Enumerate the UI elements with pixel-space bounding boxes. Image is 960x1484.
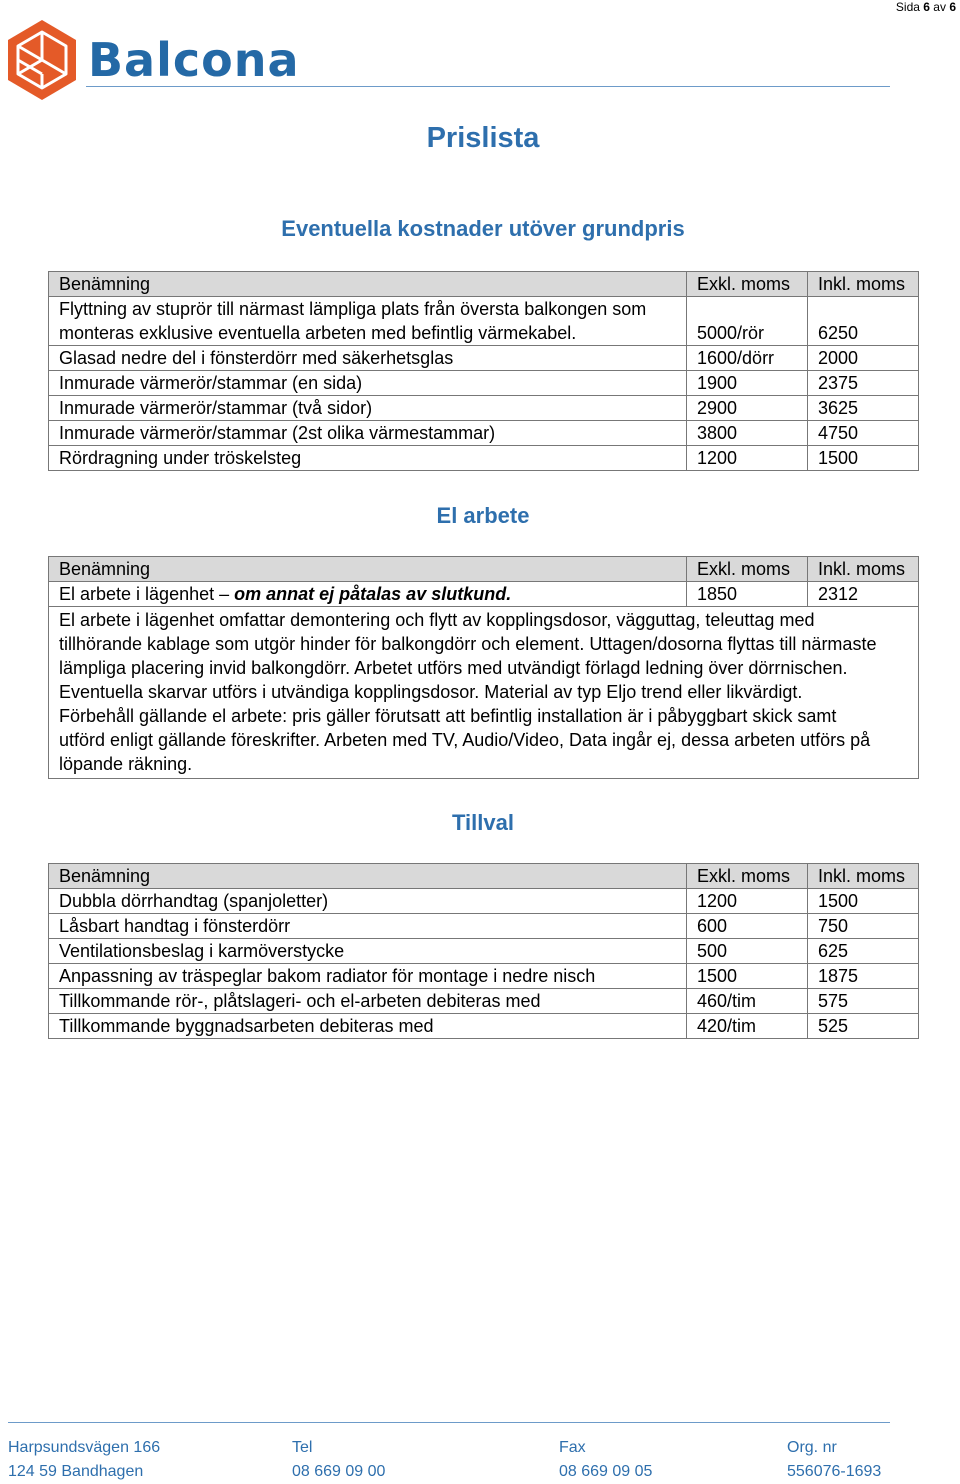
footer-fax-value: 08 669 09 05 — [559, 1463, 653, 1480]
page-title: Prislista — [426, 122, 540, 154]
header-cell-name: Benämning — [49, 557, 687, 582]
row-exkl: 5000/rör — [687, 297, 808, 346]
row-exkl: 1500 — [687, 964, 808, 989]
balcona-logo-icon — [6, 18, 78, 102]
footer-address-line2: 124 59 Bandhagen — [8, 1463, 144, 1480]
row-inkl: 2375 — [808, 371, 919, 396]
table-header-row — [49, 272, 919, 297]
row-exkl: 500 — [687, 939, 808, 964]
table-row — [49, 964, 919, 989]
table-row — [49, 297, 919, 346]
row-inkl: 525 — [808, 1014, 919, 1039]
footer-tel-label: Tel — [292, 1439, 313, 1456]
row-inkl: 3625 — [808, 396, 919, 421]
row-name: Låsbart handtag i fönsterdörr — [49, 914, 687, 939]
header-cell-inkl: Inkl. moms — [808, 272, 919, 297]
header-cell-name: Benämning — [49, 272, 687, 297]
footer-address — [8, 1436, 160, 1484]
header-cell-inkl: Inkl. moms — [808, 864, 919, 889]
footer-divider — [8, 1422, 890, 1423]
row-inkl: 2000 — [808, 346, 919, 371]
row-exkl: 1200 — [687, 889, 808, 914]
row-name: Glasad nedre del i fönsterdörr med säkerhetsglas — [49, 346, 687, 371]
row-name: Inmurade värmerör/stammar (2st olika värmestammar) — [49, 421, 687, 446]
header-cell-exkl: Exkl. moms — [687, 272, 808, 297]
table-row — [49, 446, 919, 471]
page-number-prefix: Sida — [895, 0, 924, 14]
footer-org-label: Org. nr — [787, 1439, 837, 1456]
row-inkl: 4750 — [808, 421, 919, 446]
table-row — [49, 582, 919, 607]
row-name: Dubbla dörrhandtag (spanjoletter) — [49, 889, 687, 914]
row-inkl: 6250 — [808, 297, 919, 346]
table-row — [49, 396, 919, 421]
row-name: Tillkommande rör-, plåtslageri- och el-arbeten debiteras med — [49, 989, 687, 1014]
header-cell-name: Benämning — [49, 864, 687, 889]
table-row — [49, 421, 919, 446]
footer-fax — [559, 1436, 652, 1484]
row-exkl: 1850 — [687, 582, 808, 607]
footer-tel-value: 08 669 09 00 — [292, 1463, 386, 1480]
row-inkl: 750 — [808, 914, 919, 939]
row-name: Inmurade värmerör/stammar (en sida) — [49, 371, 687, 396]
table-header-row — [49, 864, 919, 889]
table-row — [49, 346, 919, 371]
row-inkl: 2312 — [808, 582, 919, 607]
header-divider — [86, 86, 890, 87]
footer-org — [787, 1436, 881, 1484]
table-row — [49, 889, 919, 914]
row-exkl: 3800 — [687, 421, 808, 446]
row-name: Ventilationsbeslag i karmöverstycke — [49, 939, 687, 964]
row-inkl: 1500 — [808, 446, 919, 471]
page-number-sep: av — [929, 0, 950, 14]
row-exkl: 1200 — [687, 446, 808, 471]
header-cell-exkl: Exkl. moms — [687, 864, 808, 889]
section-heading-tillval: Tillval — [452, 810, 514, 835]
page-number — [896, 0, 956, 14]
footer-address-line1: Harpsundsvägen 166 — [8, 1439, 161, 1456]
row-inkl: 1875 — [808, 964, 919, 989]
row-name: Tillkommande byggnadsarbeten debiteras med — [49, 1014, 687, 1039]
row-name: Flyttning av stuprör till närmast lämpliga plats från översta balkongen som monteras exklusive eventuella arbeten med befintlig värmekabel. — [49, 297, 687, 346]
row-exkl: 1600/dörr — [687, 346, 808, 371]
table-row — [49, 1014, 919, 1039]
footer-org-value: 556076-1693 — [787, 1463, 882, 1480]
row-name: Anpassning av träspeglar bakom radiator för montage i nedre nisch — [49, 964, 687, 989]
row-inkl: 625 — [808, 939, 919, 964]
el-arbete-table — [48, 556, 919, 779]
section-heading-el-arbete: El arbete — [436, 503, 530, 528]
footer-tel — [292, 1436, 385, 1484]
row-exkl: 460/tim — [687, 989, 808, 1014]
extra-costs-table — [48, 271, 919, 471]
table-header-row — [49, 557, 919, 582]
row-emphasis: om annat ej påtalas av slutkund. — [234, 584, 512, 604]
row-exkl: 2900 — [687, 396, 808, 421]
header-cell-inkl: Inkl. moms — [808, 557, 919, 582]
brand-name: Balcona — [88, 33, 300, 87]
row-name: Rördragning under tröskelsteg — [49, 446, 687, 471]
table-row — [49, 371, 919, 396]
header-cell-exkl: Exkl. moms — [687, 557, 808, 582]
table-row — [49, 914, 919, 939]
tillval-table — [48, 863, 919, 1039]
el-arbete-description: El arbete i lägenhet omfattar demontering och flytt av kopplingsdosor, vägguttag, teleuttag med tillhörande kablage som utgör hinder för balkongdörr och element. Uttagen/dosorna flyttas till närmaste lämpliga placering invid balkongdörr. Arbetet utförs med utvändigt förlagd ledning över dörrnischen. Eventuella skarvar utförs i utvändiga kopplingsdosor. Material av typ Eljo trend eller likvärdigt. Förbehåll gällande el arbete: pris gäller förutsatt att befintlig installation är i påbyggbart skick samt utförd enligt gällande föreskrifter. Arbeten med TV, Audio/Video, Data ingår ej, dessa arbeten utförs på löpande räkning. — [49, 607, 919, 779]
table-row — [49, 989, 919, 1014]
page-number-total: 6 — [949, 0, 956, 14]
row-inkl: 575 — [808, 989, 919, 1014]
description-row — [49, 607, 919, 779]
row-label: El arbete i lägenhet – — [59, 584, 235, 604]
row-exkl: 420/tim — [687, 1014, 808, 1039]
row-name: Inmurade värmerör/stammar (två sidor) — [49, 396, 687, 421]
footer-fax-label: Fax — [559, 1439, 586, 1456]
row-exkl: 1900 — [687, 371, 808, 396]
page-number-current: 6 — [923, 0, 930, 14]
table-row — [49, 939, 919, 964]
section-heading-extra-costs: Eventuella kostnader utöver grundpris — [281, 216, 685, 241]
row-inkl: 1500 — [808, 889, 919, 914]
row-name — [49, 582, 687, 607]
row-exkl: 600 — [687, 914, 808, 939]
